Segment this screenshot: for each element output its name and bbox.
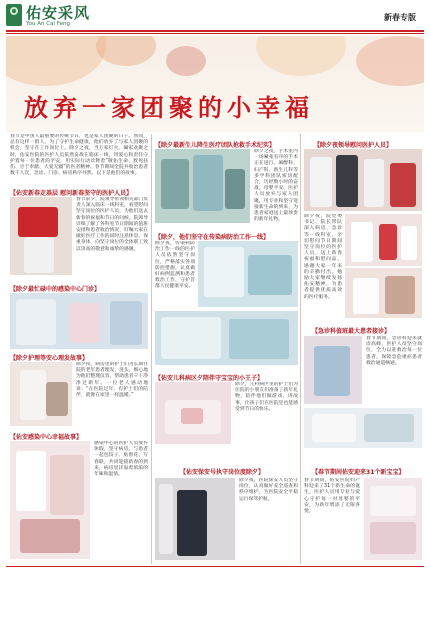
header-rule-thin xyxy=(6,33,424,34)
masthead-subtitle: You An Cai Feng xyxy=(26,21,70,27)
article-title: 【 佑安新春走基层 慰问新春坚守的医护人员 】 xyxy=(10,188,132,197)
article-photo xyxy=(155,149,250,223)
edition-label: 新春专版 xyxy=(384,13,416,22)
article-title: 【 除夕夜领导慰问医护人员 】 xyxy=(314,140,392,149)
article-photo xyxy=(198,241,298,307)
column-divider xyxy=(151,134,152,564)
header-rule xyxy=(6,30,424,32)
intro-text: 春节是中国人最重要的传统节日，也是家人团聚的日子。然而，总有这样一群人，为了守护生命健康，他们放弃了与家人团聚的机会，坚守在工作岗位上。除夕之夜，当万家灯火、阖家欢聚之时，佑安医院的医护人员依然奋战在临床一线，用爱心和责任守护着每一位患者的平安，用实际行动诠释着“敬佑生命、救死扶伤、甘于奉献、大爱无疆”的医者精神。春节期间全院共收治患者数千人次，急诊、门诊、病房秩序井然，以下是他们的故事。 xyxy=(10,134,148,177)
article-title: 【 除夕，他们坚守在传染病防治工作一线 】 xyxy=(155,232,269,241)
article-photo xyxy=(304,336,362,404)
article-photo xyxy=(304,149,422,211)
article-photo xyxy=(345,268,422,318)
logo-icon xyxy=(6,4,22,26)
article-title: 【 春节期间佑安迎来31个新宝宝 】 xyxy=(312,467,404,476)
article-text: 春节期间，急诊科迎来就诊高峰，医护人员坚守岗位，全力以赴救治每一位患者，保障急危重症患者救治通道畅通。 xyxy=(366,336,422,366)
article-title: 【 除夕最忙碌中的感染中心门诊 】 xyxy=(10,284,100,293)
article-photo xyxy=(155,478,235,560)
article-photo xyxy=(10,197,72,275)
article-text: 春节期间，佑安医院妇产科迎来了31个新生命的诞生，医护人员用专业与爱心守护每一对母婴的平安，为新年增添了无限喜悦。 xyxy=(304,478,360,515)
article-text: 除夕夜，院党委书记、院长带队深入病房、急诊等一线科室，亲切慰问节日期间坚守岗位的医护人员，送上新春祝福和慰问品，感谢大家一年来的辛勤付出，勉励大家继续发扬佑安精神，为患者提供优质高效的医疗服务。 xyxy=(304,214,342,300)
article-title: 【 佑安感染中心幸福故事 】 xyxy=(10,432,82,441)
masthead-title: 佑安采风 xyxy=(26,4,91,22)
article-text: 春节前夕，院领导带领相关部门负责人深入临床一线科室，看望慰问坚守岗位的医护人员，为他们送去新春的祝福和节日的问候。院领导详细了解了各科室节日期间的值班安排和患者收治情况，叮嘱大家在做好医疗工作的同时注意休息、保重身体，向坚守岗位的全体职工致以崇高的敬意和诚挚的感谢。 xyxy=(76,197,148,252)
article-text: 除夕之夜，手术室内一场紧张有序的手术正在进行。麻醉科、妇产科、新生儿科等多学科团队密切配合，历经数小时的奋战，母婴平安。医护人员放弃与家人团聚，用专业和坚守迎接新生命的到来，为患者家庭送上最珍贵的新年礼物。 xyxy=(254,149,298,223)
article-photo xyxy=(155,311,298,365)
column-divider xyxy=(300,134,301,564)
article-photo xyxy=(364,478,422,560)
article-photo xyxy=(304,408,422,448)
article-title: 【 除夕最新生儿降生医疗团队抢救手术纪实 】 xyxy=(155,140,275,149)
article-title: 【 佑安保安号执守岗位度除夕 】 xyxy=(180,467,264,476)
article-text: 除夕夜，病房里的护士们为长期住院的老年患者理发、洗头，细心地为他们整理仪容，帮助患者干干净净过新年。一位老人感动地说：“在医院过年，有护士们的陪伴，就像在家里一样温暖。” xyxy=(76,362,148,399)
article-photo xyxy=(10,293,148,349)
article-text: 感染中心的医护人员放弃休假，坚守病房，与患者一起包饺子、贴窗花、写春联，共同迎接新春的到来，病房里洋溢着浓浓的年味和温情。 xyxy=(94,441,148,478)
article-photo xyxy=(10,362,72,426)
article-text: 除夕夜，传染病防治工作一线的医护人员依然坚守岗位，严格落实各项防控措施，认真做好病例监测和患者救治工作，守护首都人民健康平安。 xyxy=(155,241,195,290)
article-text: 除夕，儿科病区里的护士们为住院的小朋友们准备了新年礼物，陪伴他们做游戏、讲故事，让孩子们在医院里也能感受到节日的快乐。 xyxy=(235,382,298,412)
article-photo xyxy=(10,441,90,559)
article-photo xyxy=(155,382,231,444)
article-text: 除夕夜，医院保安人员坚守岗位，认真做好安全巡查和秩序维护，为医院安全平稳运行保驾护航。 xyxy=(239,478,298,502)
footer-rule xyxy=(6,566,424,567)
page-headline: 放弃一家团聚的小幸福 xyxy=(24,93,314,122)
article-title: 【 佑安儿科病区夕陪伴守宝宝的小王子 】 xyxy=(155,373,263,382)
article-title: 【 除夕护理等安心理发故事 】 xyxy=(10,353,88,362)
article-photo xyxy=(345,214,422,266)
article-title: 【 急诊科值班最大患者接诊 】 xyxy=(312,326,390,335)
